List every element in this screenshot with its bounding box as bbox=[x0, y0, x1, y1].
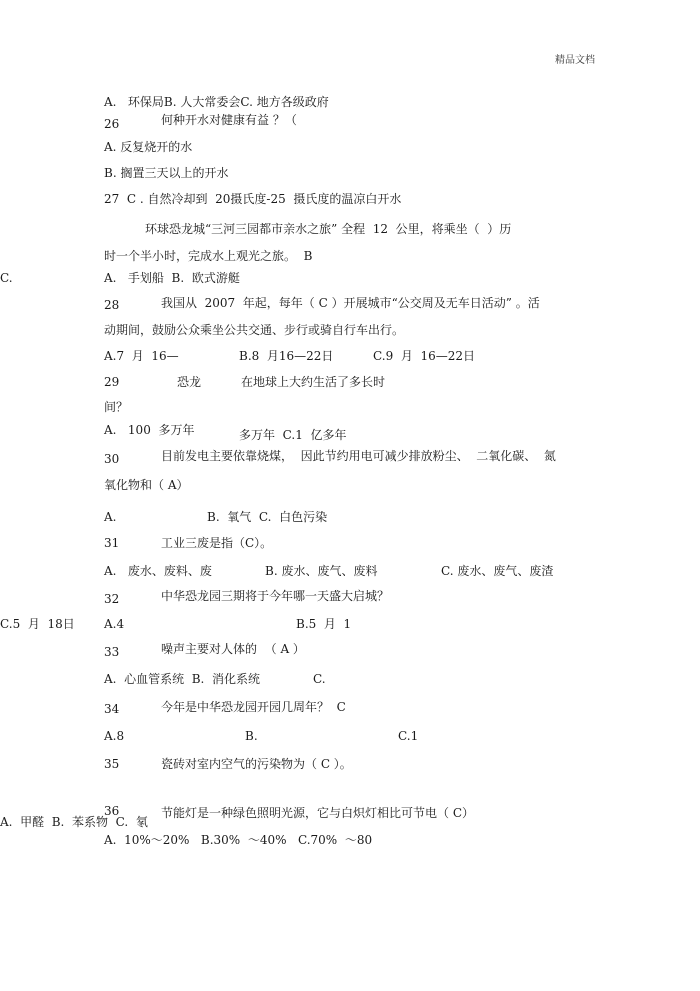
q31-option-a: A. 废水、废料、废 bbox=[104, 564, 212, 578]
question-31-number: 31 bbox=[104, 536, 120, 550]
question-30-number: 30 bbox=[104, 452, 120, 466]
question-27-text-cont: 时一个半小时，完成水上观光之旅。 B bbox=[104, 249, 313, 263]
q34-option-c: C.1 bbox=[398, 729, 419, 743]
question-34-text: 今年是中华恐龙园开园几周年？ C bbox=[161, 700, 346, 714]
question-32-number: 32 bbox=[104, 592, 120, 606]
question-36-number: 36 bbox=[104, 804, 120, 818]
q29-options-bc: 多万年 C.1 亿多年 bbox=[239, 428, 347, 442]
question-34-number: 34 bbox=[104, 702, 120, 716]
q36-options: A. 10%～20% B.30% ～40% C.70% ～80 bbox=[104, 833, 373, 847]
question-29-text: 在地球上大约生活了多长时 bbox=[241, 375, 386, 389]
question-29-number: 29 bbox=[104, 375, 120, 389]
question-27-line: 27 C . 自然冷却到 20摄氏度-25 摄氏度的温凉白开水 bbox=[104, 192, 402, 206]
question-29-text-cont: 间？ bbox=[104, 400, 129, 414]
q26-option-b: B. 搁置三天以上的开水 bbox=[104, 166, 229, 180]
question-36-text: 节能灯是一种绿色照明光源，它与白炽灯相比可节电（ C） bbox=[161, 806, 474, 820]
q32-option-a: A.4 bbox=[104, 617, 125, 631]
q34-option-a: A.8 bbox=[104, 729, 125, 743]
question-28-text: 我国从 2007 年起，每年（ C ）开展城市“公交周及无车日活动” 。活 bbox=[161, 296, 540, 310]
q30-options-bc: B. 氧气 C. 白色污染 bbox=[207, 510, 328, 524]
q34-option-b: B. bbox=[245, 729, 258, 743]
q35-options: A. 甲醛 B. 苯系物 C. 氡 bbox=[0, 815, 148, 829]
question-33-number: 33 bbox=[104, 645, 120, 659]
q33-options-ab: A. 心血管系统 B. 消化系统 bbox=[104, 672, 261, 686]
question-26-number: 26 bbox=[104, 117, 120, 131]
question-33-text: 噪声主要对人体的 （ A ） bbox=[161, 642, 305, 656]
q32-option-c: C.5 月 18日 bbox=[0, 617, 75, 631]
question-30-text: 目前发电主要依靠烧煤， 因此节约用电可减少排放粉尘、 二氧化碳、 氮 bbox=[161, 449, 556, 463]
question-32-text: 中华恐龙园三期将于今年哪一天盛大启城？ bbox=[161, 589, 390, 603]
q30-option-a: A. bbox=[104, 510, 117, 524]
q28-option-a: A.7 月 16— bbox=[104, 349, 179, 363]
q28-option-b: B.8 月16—22日 bbox=[239, 349, 334, 363]
page-header-label: 精品文档 bbox=[555, 55, 595, 66]
q31-option-b: B. 废水、废气、废料 bbox=[265, 564, 378, 578]
question-35-text: 瓷砖对室内空气的污染物为（ C ）。 bbox=[161, 757, 352, 771]
q28-option-c: C.9 月 16—22日 bbox=[373, 349, 476, 363]
question-29-subject: 恐龙 bbox=[177, 375, 202, 389]
question-27-text: 环球恐龙城“三河三园都市亲水之旅” 全程 12 公里，将乘坐（ ）历 bbox=[145, 222, 512, 236]
question-28-number: 28 bbox=[104, 298, 120, 312]
q31-option-c: C. 废水、废气、废渣 bbox=[441, 564, 554, 578]
q27-options: A. 手划船 B. 欧式游艇 bbox=[104, 271, 240, 285]
question-26-text: 何种开水对健康有益 ？（ bbox=[161, 113, 297, 127]
q25-options: A. 环保局B. 人大常委会C. 地方各级政府 bbox=[104, 95, 329, 109]
question-35-number: 35 bbox=[104, 757, 120, 771]
question-31-text: 工业三废是指（C）。 bbox=[161, 536, 273, 550]
q32-option-b: B.5 月 1 bbox=[296, 617, 352, 631]
question-30-text-cont: 氧化物和（ A） bbox=[104, 478, 189, 492]
q29-option-a: A. 100 多万年 bbox=[104, 423, 195, 437]
q33-option-c: C. bbox=[313, 672, 326, 686]
question-28-text-cont: 动期间，鼓励公众乘坐公共交通、步行或骑自行车出行。 bbox=[104, 323, 405, 337]
stray-option-c: C. bbox=[0, 271, 13, 285]
q26-option-a: A. 反复烧开的水 bbox=[104, 140, 193, 154]
